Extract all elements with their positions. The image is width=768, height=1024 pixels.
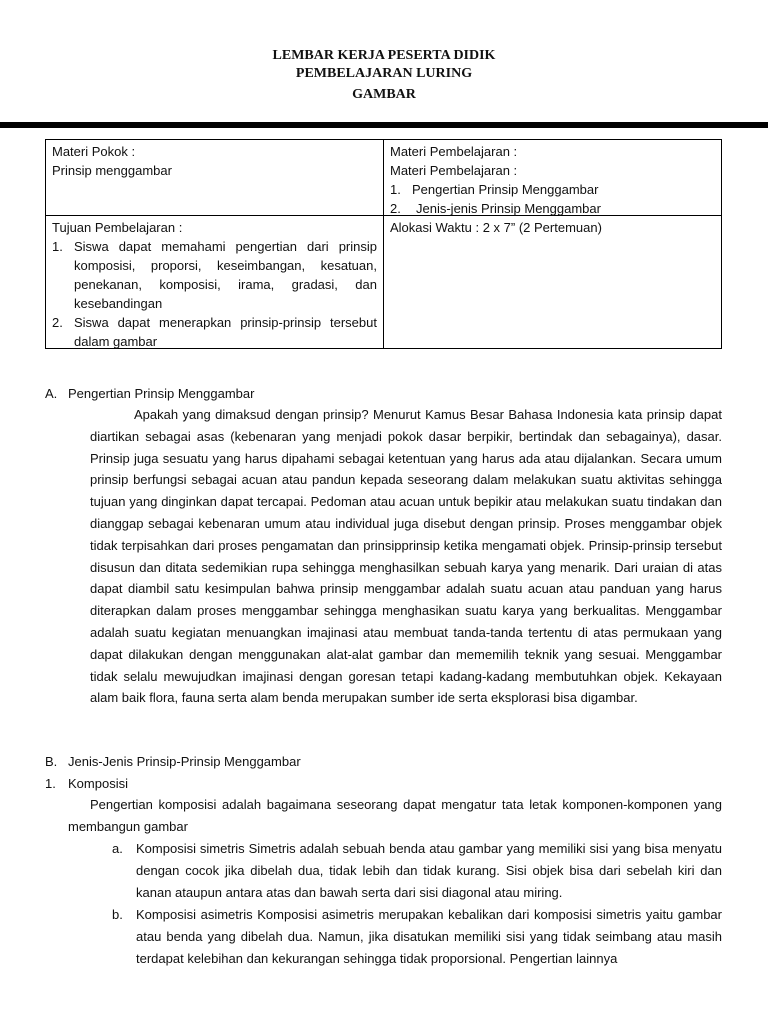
materi-pembelajaran-label: Materi Pembelajaran :	[390, 163, 518, 178]
section-b-title: Jenis-Jenis Prinsip-Prinsip Menggambar	[68, 754, 301, 769]
materi-pokok-cell	[46, 140, 384, 216]
list-item: 2. Siswa dapat menerapkan prinsip-prinsip tersebut dalam gambar	[52, 315, 377, 349]
header-divider	[0, 122, 768, 128]
info-table	[45, 139, 722, 349]
list-item: b. Komposisi asimetris Komposisi asimetris merupakan kebalikan dari komposisi simetris yaitu gambar atau benda yang dibelah dua. Namun, jika disatukan memiliki sisi yang tidak seimbang atau masih terdapat kelebihan dan kekurangan sehingga tidak proporsional. Pengertian lainnya	[112, 907, 722, 966]
list-item: 1. Siswa dapat memahami pengertian dari prinsip komposisi, proporsi, keseimbangan, kesatuan, penekanan, komposisi, irama, gradasi, dan kesebandingan	[52, 239, 377, 311]
tujuan-cell	[46, 216, 384, 348]
section-a-letter: A.	[45, 386, 58, 401]
komposisi-paragraph: Pengertian komposisi adalah bagaimana seseorang dapat mengatur tata letak komponen-komponen yang membangun gambar	[68, 797, 722, 834]
materi-pembelajaran-cell	[384, 140, 721, 216]
alokasi-cell	[384, 216, 721, 348]
list-item: a. Komposisi simetris Simetris adalah sebuah benda atau gambar yang memiliki sisi yang bisa menyatu dengan cocok jika dibelah dua, tidak lebih dan tidak kurang. Sisi objek bisa dari sebelah kiri dan kanan ataupun antara atas dan bawah serta dari sisi diagonal atau miring.	[112, 841, 722, 900]
list-item: 1. Pengertian Prinsip Menggambar	[390, 182, 599, 197]
alokasi-waktu: Alokasi Waktu : 2 x 7” (2 Pertemuan)	[390, 220, 602, 235]
worksheet-subject: GAMBAR	[352, 87, 416, 102]
materi-pembelajaran-label: Materi Pembelajaran :	[390, 144, 518, 159]
list-item: 2. Jenis-jenis Prinsip Menggambar	[390, 201, 601, 216]
materi-pokok-value: Prinsip menggambar	[52, 163, 172, 178]
section-a-paragraph: Apakah yang dimaksud dengan prinsip? Menurut Kamus Besar Bahasa Indonesia kata prinsip dapat diartikan sebagai asas (kebenaran yang menjadi pokok dasar berpikir, bertindak dan sebagainya), dasar. Prinsip juga sesuatu yang harus dipahami sebagai ketentuan yang harus ada atau dijalankan. Secara umum prinsip berfungsi sebagai acuan atau pandun kepada seseorang dalam melakukan suatu aktivitas sehingga tujuan yang dinginkan dapat tercapai. Pedoman atau acuan untuk bepikir atau melakukan suatu tindakan dan dianggap sebagai kebenaran umum atau individual juga disebut dengan prinsip. Proses menggambar objek tidak terpisahkan dari proses pengamatan dan prinsipprinsip ketika mengamati objek. Prinsip-prinsip tersebut disusun dan ditata sedemikian rupa sehingga menghasilkan sebuah karya yang menarik. Dari uraian di atas dapat diambil satu kesimpulan bahwa prinsip menggambar adalah suatu acuan atau panduan yang harus diterapkan dalam proses menggambar sehingga menghasikan suatu karya yang berkualitas. Menggambar adalah suatu kegiatan menuangkan imajinasi atau membuat tanda-tanda tertentu di atas permukaan yang dapat dilakukan dengan menggunakan alat-alat gambar dan mememilih teknik yang sesuai. Menggambar tidak selalu mewujudkan imajinasi dengan goresan tetapi kadang-kadang membutuhkan objek. Kekayaan alam baik flora, fauna serta alam benda merupakan sumber ide serta eksplorasi bisa digambar.	[90, 407, 722, 706]
subsection-number: 1.	[45, 776, 56, 791]
subsection-title: Komposisi	[68, 776, 128, 791]
materi-pokok-label: Materi Pokok :	[52, 144, 136, 159]
section-b-letter: B.	[45, 754, 58, 769]
worksheet-title: LEMBAR KERJA PESERTA DIDIK	[272, 48, 496, 63]
worksheet-subtitle: PEMBELAJARAN LURING	[295, 66, 473, 81]
section-a-title: Pengertian Prinsip Menggambar	[68, 386, 255, 401]
tujuan-label: Tujuan Pembelajaran :	[52, 220, 183, 235]
